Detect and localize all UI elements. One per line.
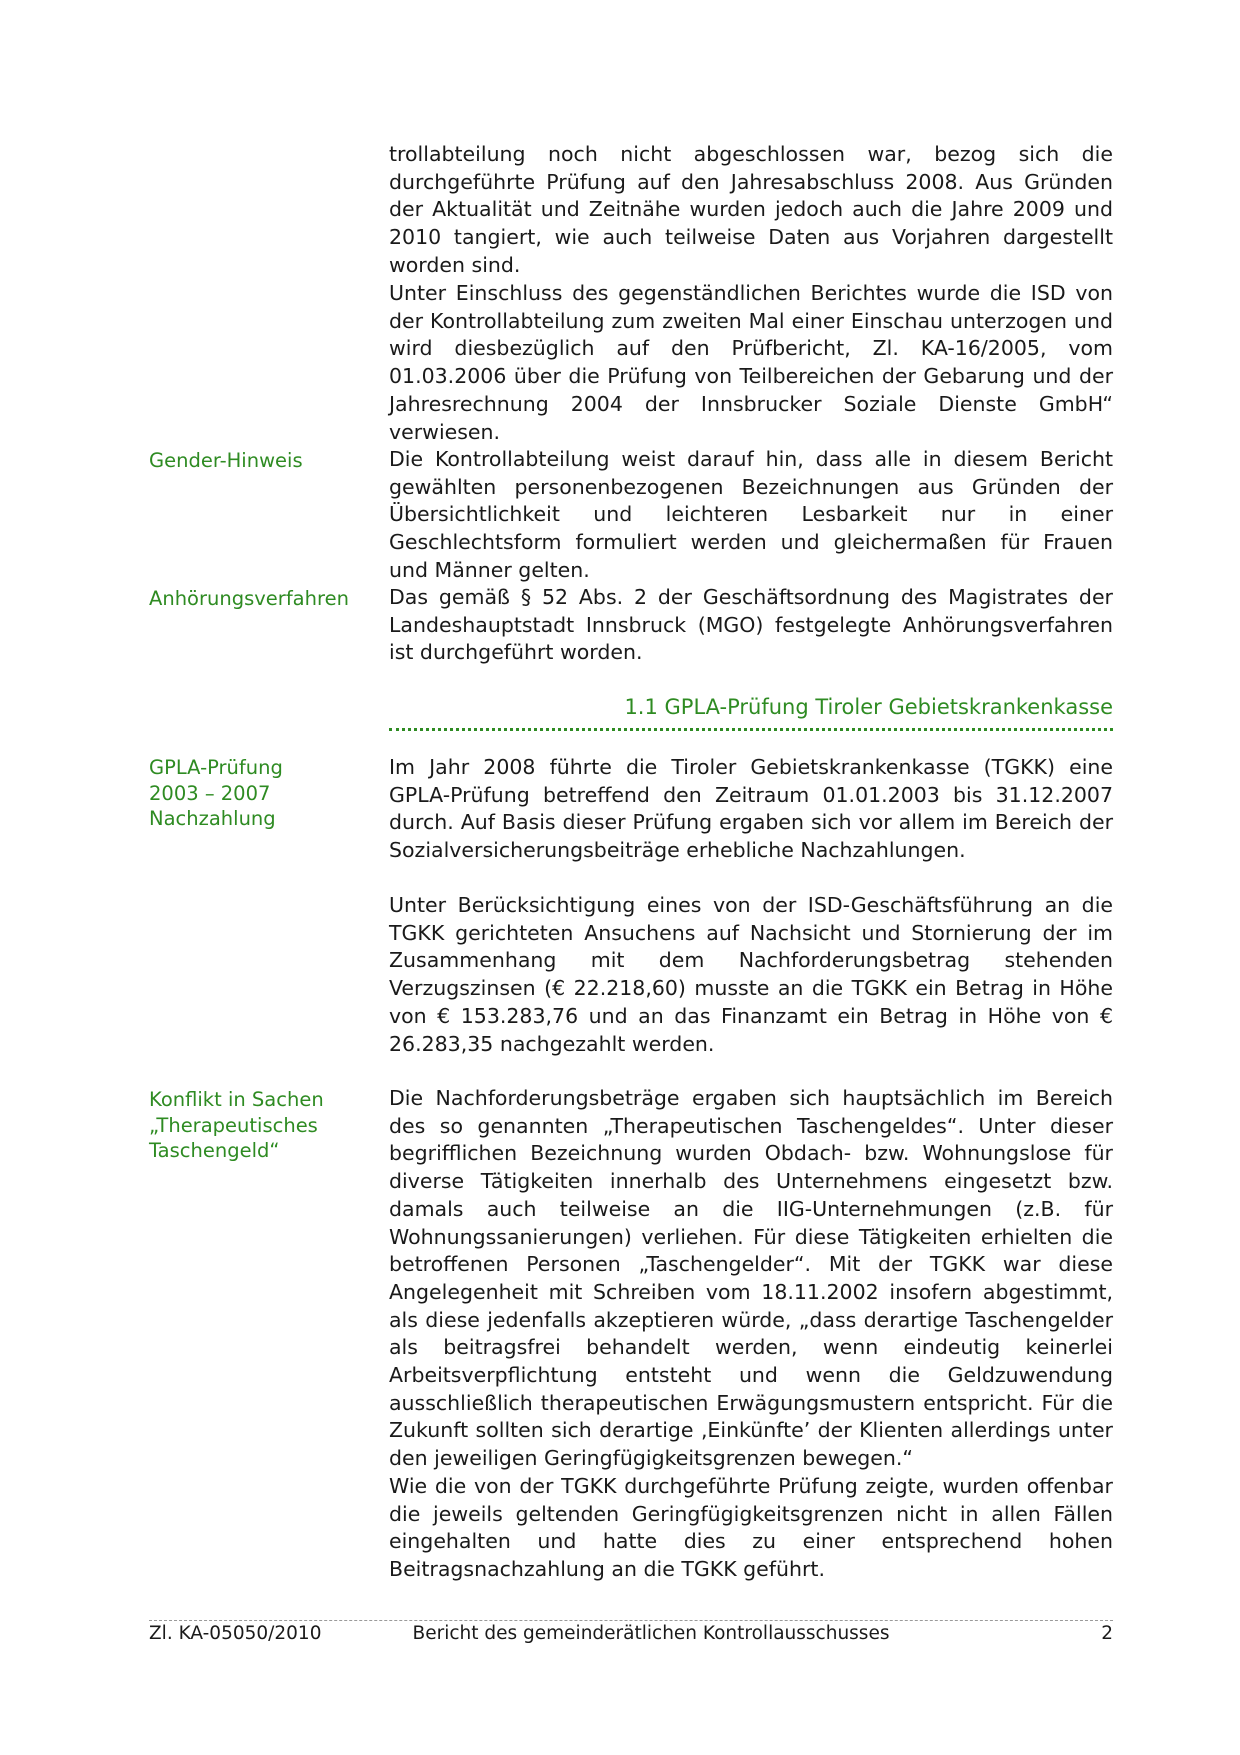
body-paragraph-5: Im Jahr 2008 führte die Tiroler Gebietskrankenkasse (TGKK) eine GPLA-Prüfung betreffend den Zeitraum 01.01.2003 bis 31.12.2007 durch. Auf Basis dieser Prüfung ergaben sich vor allem im Bereich der Sozialversicherungsbeiträge erhebliche Nachzahlungen.: [389, 755, 1113, 863]
margin-note-conflict-line1: Konflikt in Sachen: [149, 1088, 324, 1111]
footer-reference: Zl. KA-05050/2010: [149, 1623, 322, 1644]
body-paragraph-3: Die Kontrollabteilung weist darauf hin, dass alle in diesem Bericht gewählten personenbezogenen Bezeichnungen aus Gründen der Übersichtlichkeit und leichteren Lesbarkeit nur in einer Geschlechtsform formuliert werden und gleichermaßen für Frauen und Männer gelten.: [389, 447, 1113, 582]
body-paragraph-6: Unter Berücksichtigung eines von der ISD-Geschäftsführung an die TGKK gerichteten Ansuchens auf Nachsicht und Stornierung der im Zusammenhang mit dem Nachforderungsbetrag stehenden Verzugszinsen (€ 22.218,60) musste an die TGKK ein Betrag in Höhe von € 153.283,76 und an das Finanzamt ein Betrag in Höhe von € 26.283,35 nachgezahlt werden.: [389, 893, 1113, 1056]
body-paragraph-7: Die Nachforderungsbeträge ergaben sich hauptsächlich im Bereich des so genannten „Therapeutischen Taschengeldes“. Unter dieser begrifflichen Bezeichnung wurden Obdach- bzw. Wohnungslose für diverse Tätigkeiten innerhalb des Unternehmens eingesetzt bzw. damals auch teilweise an die IIG-Unternehmungen (z.B. für Wohnungssanierungen) verliehen. Für diese Tätigkeiten erhielten die betroffenen Personen „Taschengelder“. Mit der TGKK war diese Angelegenheit mit Schreiben vom 18.11.2002 insofern abgestimmt, als diese jedenfalls akzeptieren würde, „dass derartige Taschengelder als beitragsfrei behandelt werden, wenn eindeutig keinerlei Arbeitsverpflichtung entsteht und wenn die Geldzuwendung ausschließlich therapeutischen Erwägungsmustern entspricht. Für die Zukunft sollten sich derartige ‚Einkünfte’ der Klienten allerdings unter den jeweiligen Geringfügigkeitsgrenzen bewegen.“: [389, 1086, 1113, 1471]
margin-note-gpla: [149, 755, 369, 832]
margin-note-conflict: [149, 1087, 369, 1164]
page-number: 2: [1101, 1623, 1113, 1644]
margin-note-hearing: Anhörungsverfahren: [149, 587, 349, 610]
margin-note-conflict-line3: Taschengeld“: [149, 1139, 280, 1162]
section-heading-rule: [389, 728, 1113, 731]
margin-note-gender: Gender-Hinweis: [149, 449, 303, 472]
section-heading: 1.1 GPLA-Prüfung Tiroler Gebietskrankenkasse: [624, 695, 1113, 719]
body-paragraph-2: Unter Einschluss des gegenständlichen Berichtes wurde die ISD von der Kontrollabteilung zum zweiten Mal einer Einschau unterzogen und wird diesbezüglich auf den Prüfbericht, Zl. KA-16/2005, vom 01.03.2006 über die Prüfung von Teilbereichen der Gebarung und der Jahresrechnung 2004 der Innsbrucker Soziale Dienste GmbH“ verwiesen.: [389, 281, 1113, 444]
margin-note-conflict-line2: „Therapeutisches: [149, 1113, 318, 1137]
margin-note-gpla-line1: GPLA-Prüfung: [149, 756, 283, 779]
margin-note-gpla-line3: Nachzahlung: [149, 807, 276, 830]
body-paragraph-8: Wie die von der TGKK durchgeführte Prüfung zeigte, wurden offenbar die jeweils geltenden Geringfügigkeitsgrenzen nicht in allen Fällen eingehalten und hatte dies zu einer entsprechend hohen Beitragsnachzahlung an die TGKK geführt.: [389, 1474, 1113, 1582]
footer-title: Bericht des gemeinderätlichen Kontrollausschusses: [412, 1623, 890, 1644]
body-paragraph-1: trollabteilung noch nicht abgeschlossen war, bezog sich die durchgeführte Prüfung auf den Jahresabschluss 2008. Aus Gründen der Aktualität und Zeitnähe wurden jedoch auch die Jahre 2009 und 2010 tangiert, wie auch teilweise Daten aus Vorjahren dargestellt worden sind.: [389, 142, 1113, 277]
body-paragraph-4: Das gemäß § 52 Abs. 2 der Geschäftsordnung des Magistrates der Landeshauptstadt Innsbruck (MGO) festgelegte Anhörungsverfahren ist durchgeführt worden.: [389, 585, 1113, 665]
footer-rule: [149, 1620, 1113, 1621]
margin-note-gpla-line2: 2003 – 2007: [149, 781, 271, 805]
